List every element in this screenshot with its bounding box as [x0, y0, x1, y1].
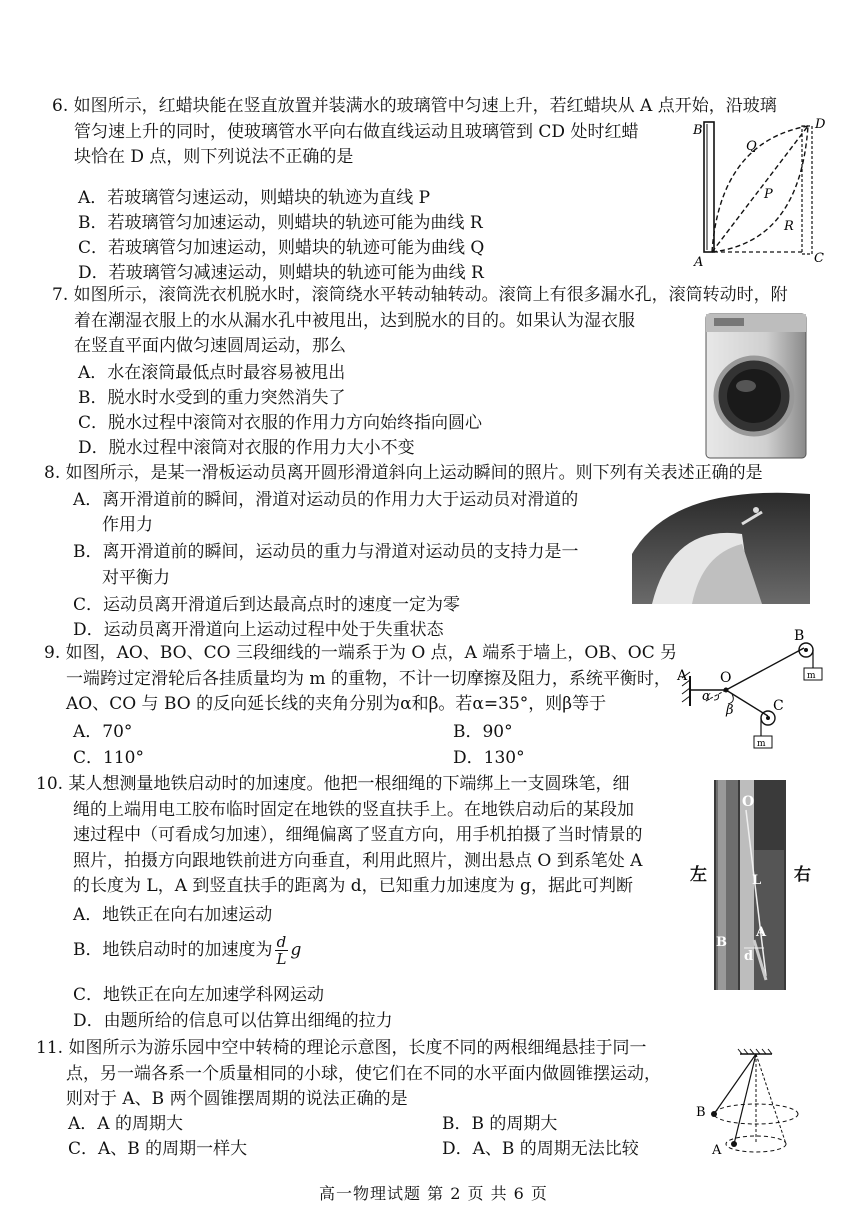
- q7-stem-line-1: 7. 如图所示，滚筒洗衣机脱水时，滚筒绕水平转动轴转动。滚筒上有很多漏水孔，滚筒转动时，附: [52, 285, 788, 305]
- q9-label-alpha: α: [702, 689, 711, 704]
- q10-option-b[interactable]: B．地铁启动时的加速度为 $\frac{d}{L}$ g: [73, 933, 302, 968]
- q7-option-c[interactable]: C．脱水过程中滚筒对衣服的作用力方向始终指向圆心: [78, 413, 483, 433]
- q11-label-b: B: [696, 1105, 706, 1120]
- q6-glass-tube-diagram: [690, 112, 835, 270]
- q6-label-d: D: [815, 117, 826, 132]
- q9-option-c[interactable]: C．110°: [73, 748, 144, 768]
- q10-label-right: 右: [794, 865, 811, 885]
- q10-fig-label-l: L: [752, 873, 762, 888]
- q8-option-c[interactable]: C．运动员离开滑道后到达最高点时的速度一定为零: [73, 595, 461, 615]
- q9-stem-line-1: 9. 如图，AO、BO、CO 三段细线的一端系于为 O 点，A 端系于墙上，OB、OC 另: [44, 643, 678, 663]
- washing-machine-photo: [704, 312, 810, 462]
- q9-option-a[interactable]: A．70°: [73, 722, 133, 742]
- q6-label-r: R: [784, 219, 794, 234]
- q8-option-b-cont: 对平衡力: [102, 568, 170, 588]
- q7-option-b[interactable]: B．脱水时水受到的重力突然消失了: [78, 388, 346, 408]
- q6-stem-line-3: 块恰在 D 点，则下列说法不正确的是: [74, 147, 354, 167]
- q10-option-c[interactable]: C．地铁正在向左加速学科网运动: [73, 985, 325, 1005]
- q6-label-c: C: [814, 251, 824, 266]
- q6-option-d[interactable]: D．若玻璃管匀减速运动，则蜡块的轨迹可能为曲线 R: [78, 263, 484, 283]
- question-9: [44, 641, 677, 718]
- q7-stem-line-3: 在竖直平面内做匀速圆周运动，那么: [74, 336, 346, 356]
- q11-option-b[interactable]: B．B 的周期大: [442, 1114, 558, 1134]
- q10-fig-label-d: d: [744, 949, 754, 964]
- skateboard-photo: [632, 484, 810, 604]
- q6-label-q: Q: [746, 139, 757, 154]
- q9-stem-line-3: AO、CO 与 BO 的反向延长线的夹角分别为α和β。若α=35°，则β等于: [66, 694, 607, 714]
- question-7: [52, 283, 788, 360]
- q11-option-d[interactable]: D．A、B 的周期无法比较: [442, 1139, 639, 1159]
- q10-stem-line-2: 绳的上端用电工胶布临时固定在地铁的竖直扶手上。在地铁启动后的某段加: [73, 799, 634, 820]
- question-8: [44, 461, 763, 487]
- q9-label-b: B: [794, 628, 805, 644]
- subway-handrail-photo: [714, 780, 786, 990]
- q10-option-b-text: B．地铁启动时的加速度为: [73, 940, 273, 960]
- q6-label-p: P: [764, 187, 773, 202]
- q8-option-a[interactable]: A．离开滑道前的瞬间，滑道对运动员的作用力大于运动员对滑道的: [73, 490, 579, 510]
- q9-label-a: A: [677, 668, 688, 684]
- question-11: [36, 1036, 661, 1113]
- q7-option-a[interactable]: A．水在滚筒最低点时最容易被甩出: [78, 363, 346, 383]
- q10-stem-line-3: 速过程中（可看成匀加速），细绳偏离了竖直方向，用手机拍摄了当时情景的: [73, 825, 643, 845]
- q9-option-d[interactable]: D．130°: [453, 748, 525, 768]
- q9-mass-label-1: m: [807, 671, 816, 681]
- q9-stem-line-2: 一端跨过定滑轮后各挂质量均为 m 的重物，不计一切摩擦及阻力，系统平衡时，: [66, 668, 671, 689]
- page-footer: 高一物理试题 第 2 页 共 6 页: [319, 1184, 548, 1203]
- q10-option-b-fraction: $\frac{d}{L}$: [276, 933, 287, 968]
- q6-stem-line-2: 管匀速上升的同时，使玻璃管水平向右做直线运动且玻璃管到 CD 处时红蜡: [74, 121, 639, 142]
- q10-stem-line-1: 10. 某人想测量地铁启动时的加速度。他把一根细绳的下端绑上一支圆珠笔，细: [36, 774, 630, 794]
- q10-option-d[interactable]: D．由题所给的信息可以估算出细绳的拉力: [73, 1011, 393, 1031]
- q10-option-a[interactable]: A．地铁正在向右加速运动: [73, 905, 273, 925]
- q9-label-c: C: [773, 698, 784, 714]
- q10-label-left: 左: [690, 865, 707, 885]
- q11-option-a[interactable]: A．A 的周期大: [68, 1114, 183, 1134]
- q6-label-a: A: [694, 255, 704, 270]
- q8-option-d[interactable]: D．运动员离开滑道向上运动过程中处于失重状态: [73, 620, 444, 640]
- q10-fig-label-a: A: [756, 925, 767, 940]
- q10-fig-label-o: O: [742, 794, 755, 810]
- question-10: [36, 772, 643, 900]
- q6-option-a[interactable]: A．若玻璃管匀速运动，则蜡块的轨迹为直线 P: [78, 188, 431, 208]
- q9-option-b[interactable]: B．90°: [453, 722, 513, 742]
- q11-stem-line-3: 则对于 A、B 两个圆锥摆周期的说法正确的是: [66, 1089, 408, 1109]
- q11-stem-line-2: 点，另一端各系一个质量相同的小球，使它们在不同的水平面内做圆锥摆运动，: [66, 1063, 661, 1084]
- q8-stem-line-1: 8. 如图所示，是某一滑板运动员离开圆形滑道斜向上运动瞬间的照片。则下列有关表述正确的是: [44, 463, 763, 483]
- q11-option-c[interactable]: C．A、B 的周期一样大: [68, 1139, 248, 1159]
- question-6: [52, 94, 777, 171]
- q11-conical-pendulum-diagram: [690, 1048, 830, 1160]
- q9-label-o: O: [720, 670, 732, 686]
- q9-pulley-diagram: [676, 628, 836, 756]
- q8-option-a-cont: 作用力: [102, 515, 153, 535]
- q10-stem-line-4: 照片，拍摄方向跟地铁前进方向垂直，利用此照片，测出悬点 O 到系笔处 A: [73, 850, 643, 871]
- q6-option-c[interactable]: C．若玻璃管匀加速运动，则蜡块的轨迹可能为曲线 Q: [78, 238, 485, 258]
- q11-stem-line-1: 11. 如图所示为游乐园中空中转椅的理论示意图，长度不同的两根细绳悬挂于同一: [36, 1038, 647, 1058]
- q7-stem-line-2: 着在潮湿衣服上的水从漏水孔中被甩出，达到脱水的目的。如果认为湿衣服: [74, 310, 635, 331]
- q11-label-a: A: [712, 1143, 722, 1158]
- q8-option-b[interactable]: B．离开滑道前的瞬间，运动员的重力与滑道对运动员的支持力是一: [73, 542, 579, 562]
- q10-stem-line-5: 的长度为 L，A 到竖直扶手的距离为 d，已知重力加速度为 g，据此可判断: [73, 876, 633, 896]
- q6-label-b: B: [693, 123, 703, 138]
- q6-option-b[interactable]: B．若玻璃管匀加速运动，则蜡块的轨迹可能为曲线 R: [78, 213, 483, 233]
- q10-fig-label-b: B: [716, 935, 727, 950]
- q6-stem-line-1: 6. 如图所示，红蜡块能在竖直放置并装满水的玻璃管中匀速上升，若红蜡块从 A 点开始，沿玻璃: [52, 96, 777, 116]
- q7-option-d[interactable]: D．脱水过程中滚筒对衣服的作用力大小不变: [78, 438, 415, 458]
- q9-mass-label-2: m: [757, 739, 766, 749]
- q9-label-beta: β: [726, 703, 734, 718]
